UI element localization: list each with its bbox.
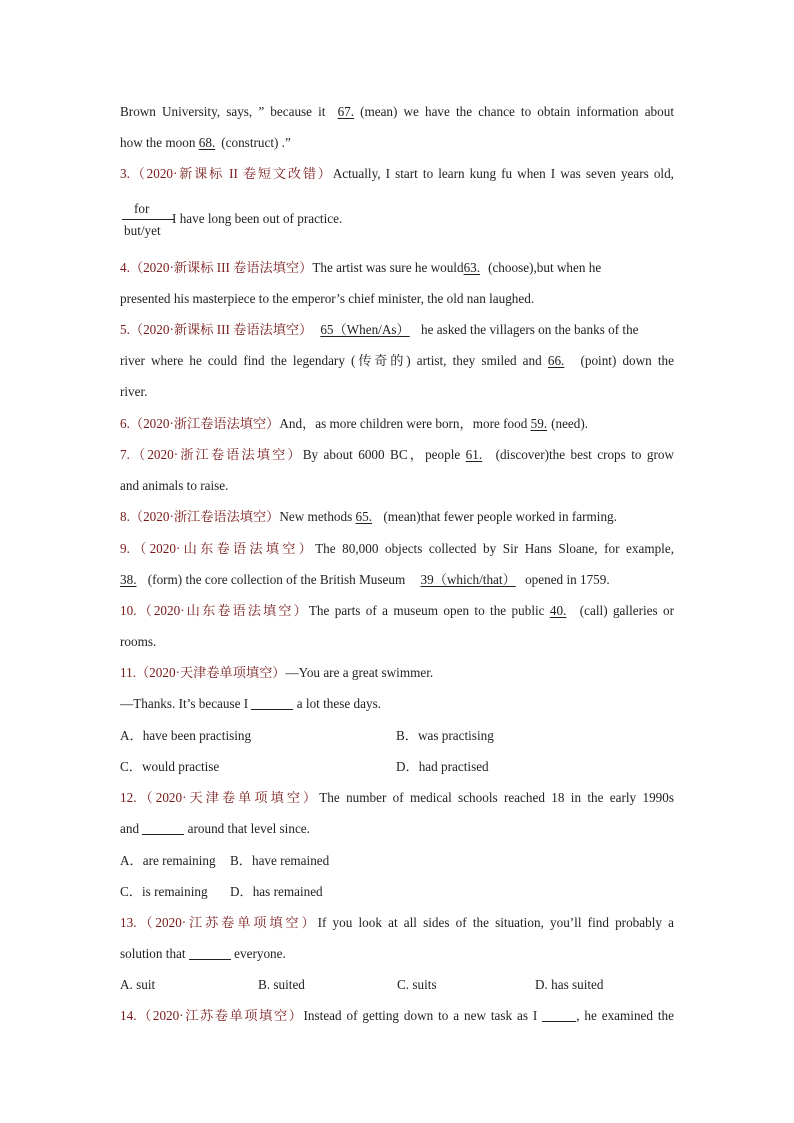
- question-11-cont: —Thanks. It’s because I a lot these days.: [120, 696, 381, 711]
- answer-blank: [251, 697, 293, 710]
- q11-option-d: D．had practised: [396, 759, 489, 774]
- question-7-cont: and animals to raise.: [120, 478, 229, 493]
- q11-option-a: A．have been practising: [120, 728, 252, 743]
- q13-option-a: A. suit: [120, 977, 156, 992]
- q12-option-c: C．is remaining: [120, 884, 208, 899]
- question-13: 13.（2020·江苏卷单项填空）If you look at all sides of the situation, you’ll find probably a: [120, 915, 674, 930]
- question-9: 9.（2020·山东卷语法填空）The 80,000 objects collected by Sir Hans Sloane, for example,: [120, 541, 674, 556]
- question-5: 5.（2020·新课标 III 卷语法填空） 65（When/As） he asked the villagers on the banks of the: [120, 322, 639, 337]
- answer-blank: [142, 822, 184, 835]
- question-8: 8.（2020·浙江卷语法填空）New methods 65. (mean)that fewer people worked in farming.: [120, 509, 617, 524]
- question-14: 14.（2020·江苏卷单项填空）Instead of getting down to a new task as I , he examined the: [120, 1008, 674, 1023]
- question-9-cont: 38. (form) the core collection of the British Museum 39（which/that） opened in 1759.: [120, 572, 610, 587]
- q12-option-b: B．have remained: [230, 853, 330, 868]
- question-10-cont: rooms.: [120, 634, 157, 649]
- question-4: 4.（2020·新课标 III 卷语法填空）The artist was sure he would63. (choose),but when he: [120, 260, 602, 275]
- question-4-cont: presented his masterpiece to the emperor’s chief minister, the old nan laughed.: [120, 291, 535, 306]
- answer-blank: [189, 947, 231, 960]
- q13-option-b: B. suited: [258, 977, 305, 992]
- document-page: Brown University, says, ” because it 67. (mean) we have the chance to obtain information about how the moon 68. (construct) .” 3.（2020·新课标 II 卷短文改错）Actually, I start to learn kung fu when I was seven years old, for but/yet I have long been out of practice. 4.（2020·新课标 III 卷语法填空）The artist was sure he would63. (choose),but when he presented his masterpiece to the emperor’s chief minister, the old nan laughed. 5.（2020·新课标 III 卷语法填空） 65（When/As） he asked the villagers on the banks of the river where he could find the legendary (传奇的) artist, they smiled and 66. (point) down the river. 6.（2020·浙江卷语法填空）And，as more children were born，more food 59. (need). 7.（2020·浙江卷语法填空）By about 6000 BC，people 61. (discover)the best crops to grow and animals to raise. 8.（2020·浙江卷语法填空）New methods 65. (mean)that fewer people worked in farming. 9.（2020·山东卷语法填空）The 80,000 objects collected by Sir Hans Sloane, for example, 38. (form) the core collection of the British Museum 39（which/that） opened in 1759. 10.（2020·山东卷语法填空）The parts of a museum open to the public 40. (call) galleries or rooms. 11.（2020·天津卷单项填空）—You are a great swimmer. —Thanks. It’s because I a lot these days. A．have been practising B．was practising C．would practise D．had practised 12.（2020·天津卷单项填空）The number of medical schools reached 18 in the early 1990s and around that level since. A．are remaining B．have remained C．is remaining D．has remained 13.（2020·江苏卷单项填空）If you look at all sides of the situation, you’ll find probably a solution that everyone. A. suit B. suited C. suits D. has suited 14.（2020·江苏卷单项填空）Instead of getting down to a new task as I , he examined the: [120, 104, 675, 1023]
- question-13-cont: solution that everyone.: [120, 946, 286, 961]
- question-3: 3.（2020·新课标 II 卷短文改错）Actually, I start to learn kung fu when I was seven years old,: [120, 166, 674, 181]
- correction-bar: [122, 219, 174, 220]
- q13-option-c: C. suits: [397, 977, 437, 992]
- answer-blank: [542, 1009, 576, 1022]
- q12-option-d: D．has remained: [230, 884, 323, 899]
- q13-option-d: D. has suited: [535, 977, 604, 992]
- q11-option-c: C．would practise: [120, 759, 220, 774]
- q12-option-a: A．are remaining: [120, 853, 216, 868]
- passage-line-1: Brown University, says, ” because it 67. (mean) we have the chance to obtain information about: [120, 104, 675, 119]
- q11-option-b: B．was practising: [396, 728, 494, 743]
- passage-line-2: how the moon 68. (construct) .”: [120, 135, 291, 150]
- correction-replace: but/yet: [124, 223, 161, 238]
- correction-insert: for: [134, 201, 150, 216]
- question-11: 11.（2020·天津卷单项填空）—You are a great swimmer.: [120, 665, 434, 680]
- question-12-cont: and around that level since.: [120, 821, 310, 836]
- question-5-cont: river where he could find the legendary (传奇的) artist, they smiled and 66. (point) down the: [120, 353, 674, 368]
- question-5-end: river.: [120, 384, 148, 399]
- question-7: 7.（2020·浙江卷语法填空）By about 6000 BC，people 61. (discover)the best crops to grow: [120, 447, 674, 462]
- question-12: 12.（2020·天津卷单项填空）The number of medical schools reached 18 in the early 1990s: [120, 790, 674, 805]
- question-10: 10.（2020·山东卷语法填空）The parts of a museum open to the public 40. (call) galleries or: [120, 603, 674, 618]
- question-6: 6.（2020·浙江卷语法填空）And，as more children were born，more food 59. (need).: [120, 416, 589, 431]
